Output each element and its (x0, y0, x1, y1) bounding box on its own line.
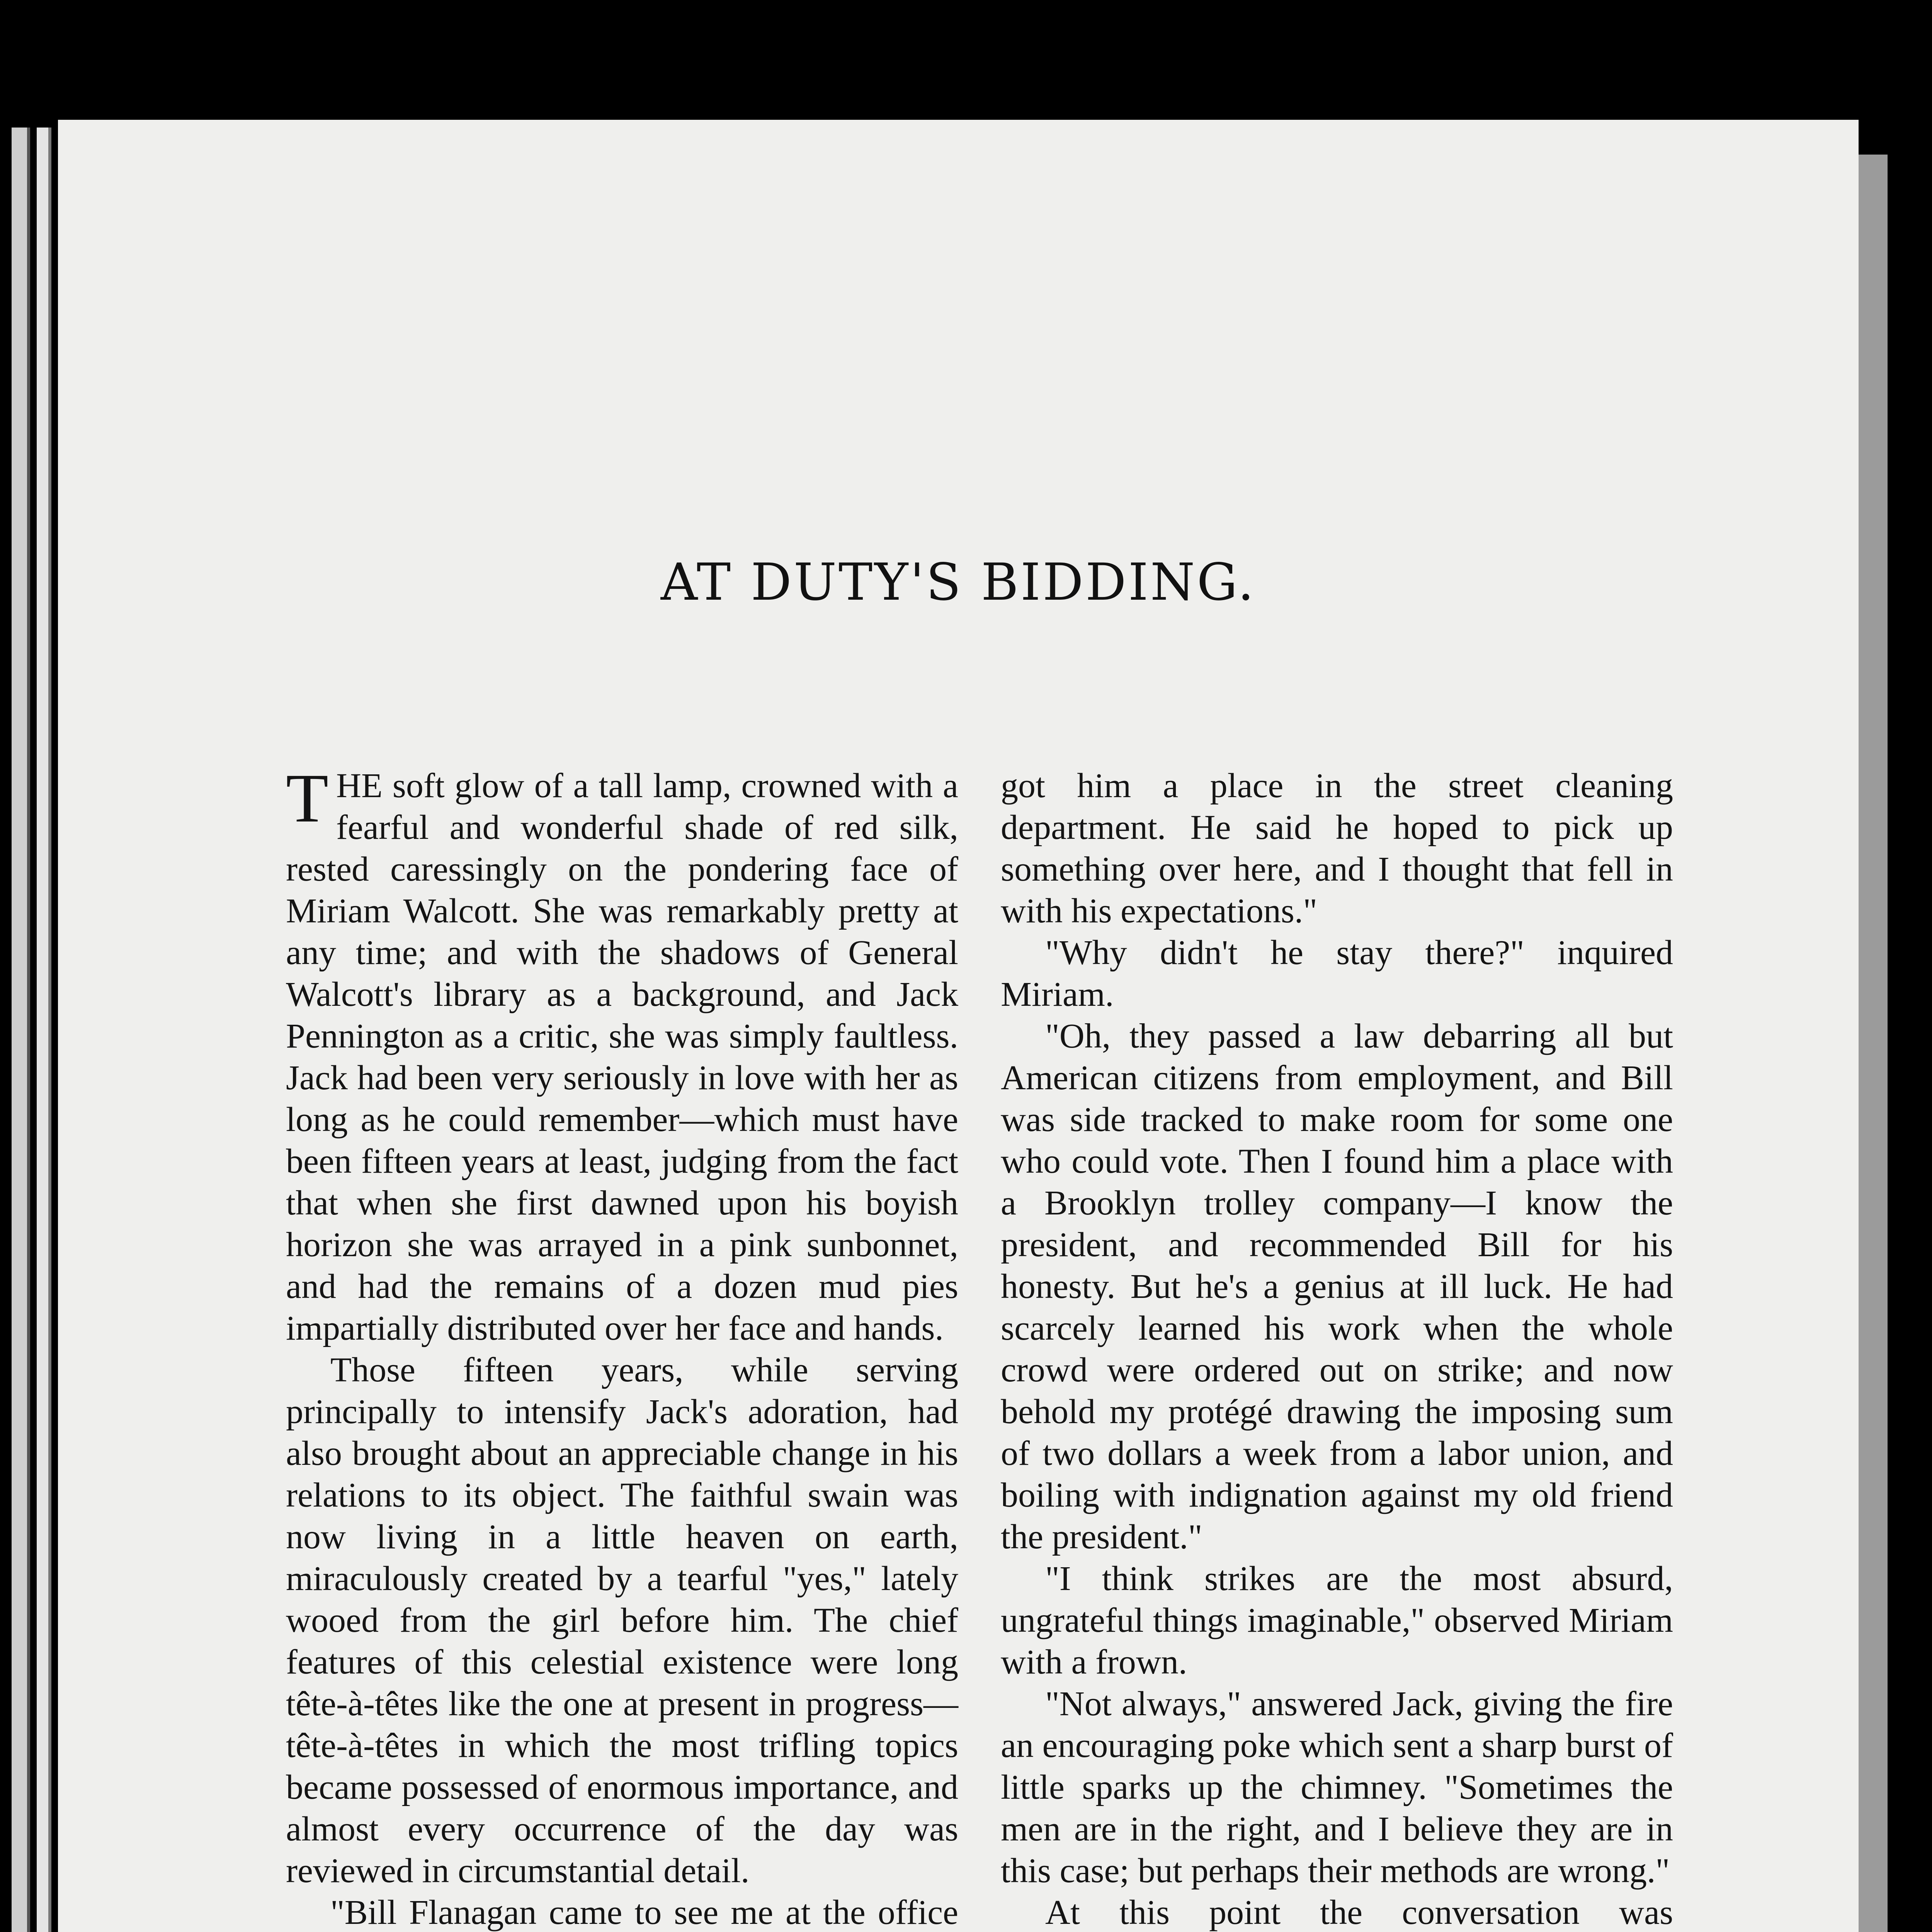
binding-edge (1859, 155, 1888, 1932)
paragraph: "Not always," answered Jack, giving the fire an encouraging poke which sent a sharp burst of little sparks up the chimney. "Sometimes the men are in the right, and I believe they are in this case; but perhaps their methods are wrong." (1001, 1685, 1673, 1890)
story-title: AT DUTY'S BIDDING. (660, 553, 1256, 612)
page-stack-edge (37, 128, 51, 1932)
paragraph: got him a place in the street cleaning department. He said he hoped to pick up something over here, and I thought that fell in with his expectations." (1001, 767, 1673, 930)
paragraph: Those fifteen years, while serving principally to intensify Jack's adoration, had also brought about an appreciable change in his relations to its object. The faithful swain was now living in a little heaven on earth, miraculously created by a tearful "yes," lately wooed from the girl before him. The chief features of this celestial existence were long tête-à-têtes like the one at present in progress—tête-à-têtes in which the most trifling topics became possessed of enormous importance, and almost every occurrence of the day was reviewed in circumstantial detail. (286, 1351, 958, 1890)
paragraph-text: HE soft glow of a tall lamp, crowned with a fearful and wonderful shade of red silk, rested caressingly on the pondering face of Miriam Walcott. She was remarkably pretty at any time; and with the shadows of General Walcott's library as a background, and Jack Pennington as a critic, she was simply faultless. Jack had been very seriously in love with her as long as he could remember—which must have been fifteen years at least, judging from the fact that when she first dawned upon his boyish horizon she was arrayed in a pink sunbonnet, and had the remains of a dozen mud pies impartially distributed over her face and hands. (286, 767, 958, 1347)
drop-cap: T (286, 760, 328, 837)
left-column (286, 760, 958, 1932)
magazine-page (58, 120, 1859, 1932)
paragraph (286, 760, 958, 1349)
paragraph: "Bill Flanagan came to see me at the office (330, 1893, 958, 1932)
paragraph: At this point the conversation was (1045, 1893, 1673, 1932)
right-column (1001, 765, 1673, 1932)
page-stack-edge (12, 128, 30, 1932)
paragraph: "Why didn't he stay there?" inquired Miriam. (1001, 934, 1673, 1014)
paragraph: "Oh, they passed a law debarring all but American citizens from employment, and Bill was side tracked to make room for some one who could vote. Then I found him a place with a Brooklyn trolley company—I know the president, and recommended Bill for his honesty. But he's a genius at ill luck. He had scarcely learned his work when the whole crowd were ordered out on strike; and now behold my protégé drawing the imposing sum of two dollars a week from a labor union, and boiling with indignation against my old friend the president." (1001, 1017, 1673, 1556)
paragraph: "I think strikes are the most absurd, ungrateful things imaginable," observed Miriam with a frown. (1001, 1560, 1673, 1681)
